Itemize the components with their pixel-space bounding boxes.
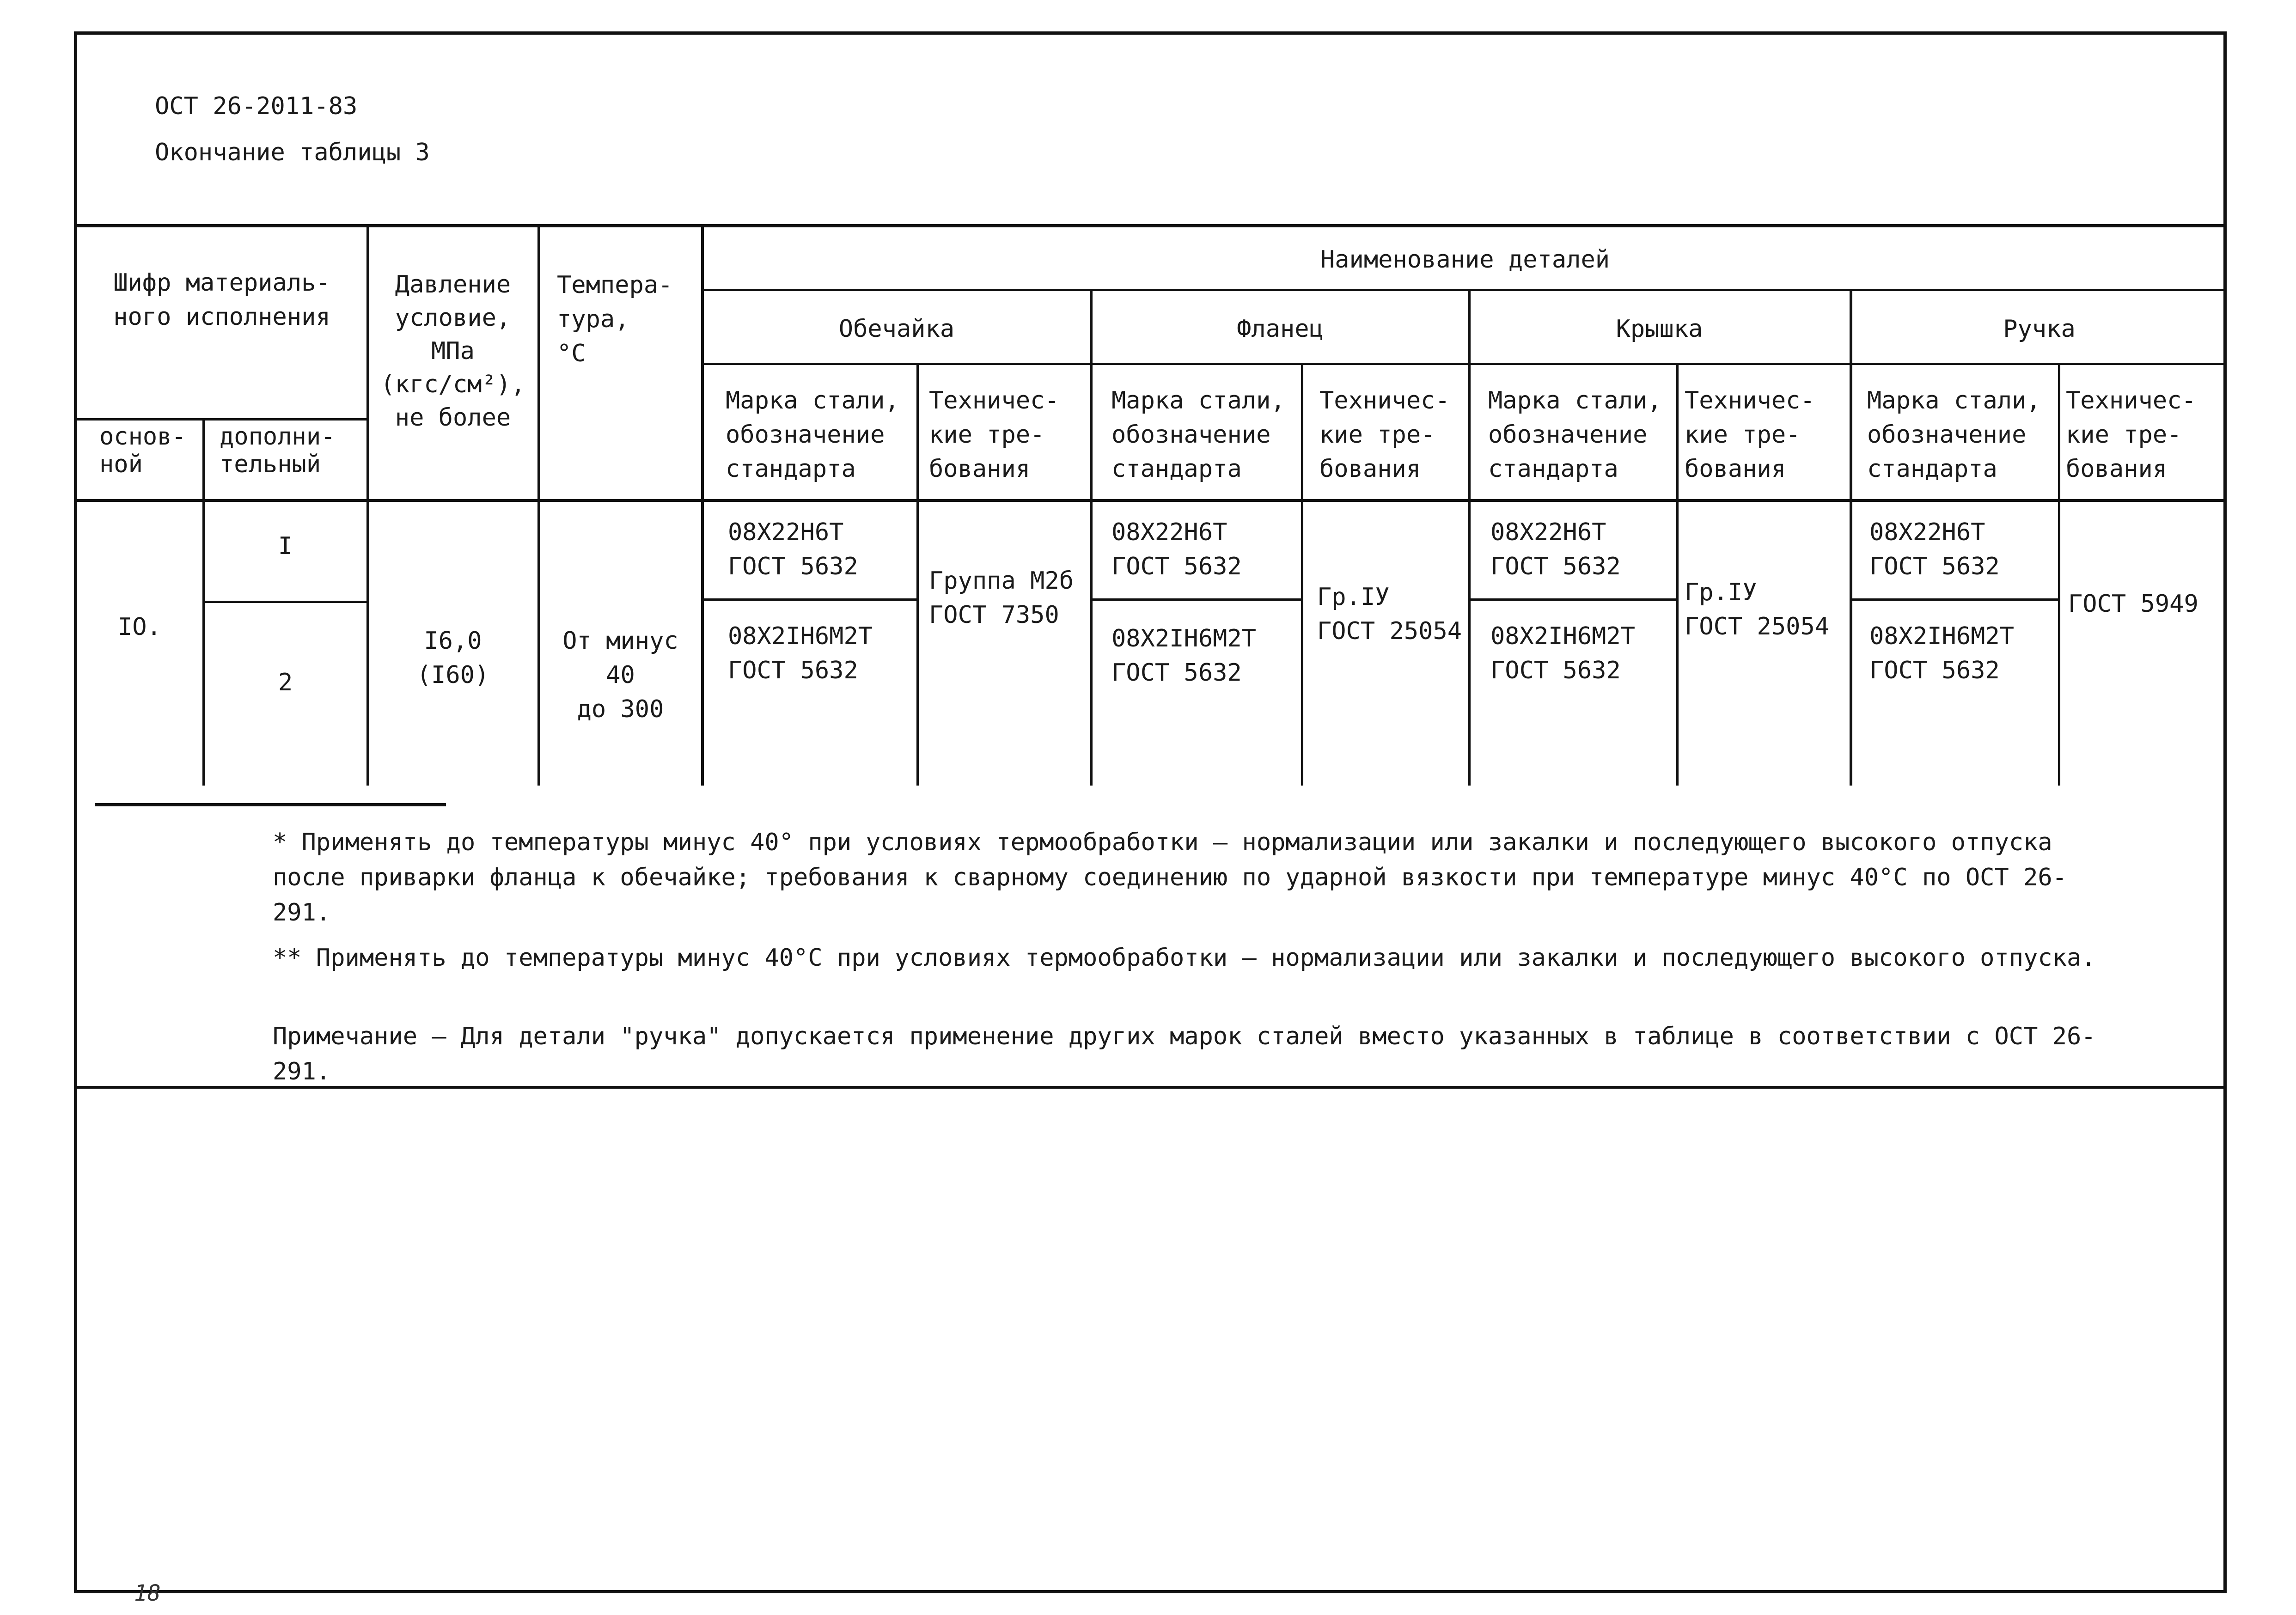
row-handle-tech: ГОСТ 5949 xyxy=(2068,590,2198,618)
row-split-handle xyxy=(1851,598,2059,601)
row-extra-2: 2 xyxy=(278,669,293,696)
header-bottom-line xyxy=(76,499,2225,502)
header-cipher-extra: дополни- тельный xyxy=(220,423,336,478)
header-flange-steel: Марка стали, обозначение стандарта xyxy=(1111,387,1285,483)
row-flange-tech: Гр.IУ ГОСТ 25054 xyxy=(1317,583,1462,645)
col-line-cover-handle xyxy=(1850,291,1852,786)
row-cover-steel-1: 08Х22Н6Т ГОСТ 5632 xyxy=(1490,518,1621,580)
parts-subheader-line xyxy=(702,289,2225,291)
col-line-shell-inner xyxy=(916,365,919,786)
footnote-double-star: ** Применять до температуры минус 40°С при условиях термообработки – нормализации или закалки и последующего высокого отпуска. xyxy=(273,944,2096,972)
header-parts-name: Наименование деталей xyxy=(1320,246,1610,274)
col-line-pressure-temp xyxy=(537,226,540,786)
col-line-flange-cover xyxy=(1468,291,1471,786)
table-top-border xyxy=(76,224,2225,227)
row-extra-1: I xyxy=(278,532,293,560)
row-shell-tech: Группа М2б ГОСТ 7350 xyxy=(929,567,1074,629)
col-line-temp-parts xyxy=(701,226,704,786)
header-part-handle: Ручка xyxy=(2003,315,2076,343)
row-temperature: От минус 40 до 300 xyxy=(562,627,678,723)
header-part-flange: Фланец xyxy=(1237,315,1324,343)
row-split-flange xyxy=(1091,598,1303,601)
header-temperature: Темпера- тура, °C xyxy=(557,271,673,367)
header-part-cover: Крышка xyxy=(1616,315,1703,343)
footnote-single-star: * Применять до температуры минус 40° при условиях термообработки – нормализации или закалки и последующего высокого отпуска после приварки фланца к обечайке; требования к сварному соединению по ударной вязкости при температуре минус 40°С по ОСТ 26-291. xyxy=(273,829,2067,926)
col-line-main-extra xyxy=(202,421,205,786)
cipher-sub-line xyxy=(76,418,367,421)
header-flange-tech: Техничес- кие тре- бования xyxy=(1319,387,1450,483)
row-split-extra xyxy=(203,601,367,603)
header-part-shell: Обечайка xyxy=(838,315,955,343)
header-handle-steel: Марка стали, обозначение стандарта xyxy=(1867,387,2041,483)
row-split-shell xyxy=(702,598,917,601)
row-cover-steel-2: 08Х2IН6М2Т ГОСТ 5632 xyxy=(1490,622,1636,684)
col-line-shell-flange xyxy=(1090,291,1093,786)
col-line-flange-inner xyxy=(1301,365,1303,786)
header-cipher: Шифр материаль- ного исполнения xyxy=(113,269,330,331)
header-cipher-main: основ- ной xyxy=(99,423,186,478)
col-line-handle-inner xyxy=(2058,365,2060,786)
page-number: 18 xyxy=(134,1580,161,1606)
header-shell-steel: Марка стали, обозначение стандарта xyxy=(726,387,899,483)
row-flange-steel-1: 08Х22Н6Т ГОСТ 5632 xyxy=(1111,518,1242,580)
row-pressure: I6,0 (I60) xyxy=(416,627,489,689)
header-cover-steel: Марка стали, обозначение стандарта xyxy=(1488,387,1662,483)
header-pressure: Давление условие, МПа (кгс/см²), не более xyxy=(380,271,525,432)
col-line-cipher-pressure xyxy=(366,226,369,786)
table-subtitle: Окончание таблицы 3 xyxy=(155,139,430,166)
row-split-cover xyxy=(1470,598,1678,601)
row-shell-steel-2: 08Х2IН6М2Т ГОСТ 5632 xyxy=(728,622,873,684)
row-handle-steel-2: 08Х2IН6М2Т ГОСТ 5632 xyxy=(1869,622,2015,684)
header-handle-tech: Техничес- кие тре- бования xyxy=(2066,387,2196,483)
row-shell-steel-1: 08Х22Н6Т ГОСТ 5632 xyxy=(728,518,858,580)
row-flange-steel-2: 08Х2IН6М2Т ГОСТ 5632 xyxy=(1111,625,1257,687)
footnote-divider xyxy=(95,803,446,806)
document-code: ОСТ 26-2011-83 xyxy=(155,92,358,120)
col-line-cover-inner xyxy=(1676,365,1679,786)
note-remark: Примечание – Для детали "ручка" допускается применение других марок сталей вместо указанных в таблице в соответствии с ОСТ 26-291. xyxy=(273,1023,2096,1085)
header-cover-tech: Техничес- кие тре- бования xyxy=(1685,387,1815,483)
row-cover-tech: Гр.IУ ГОСТ 25054 xyxy=(1685,579,1830,640)
row-handle-steel-1: 08Х22Н6Т ГОСТ 5632 xyxy=(1869,518,2000,580)
parts-column-line xyxy=(702,363,2225,365)
row-main-cipher: IO. xyxy=(118,613,161,641)
header-shell-tech: Техничес- кие тре- бования xyxy=(929,387,1059,483)
